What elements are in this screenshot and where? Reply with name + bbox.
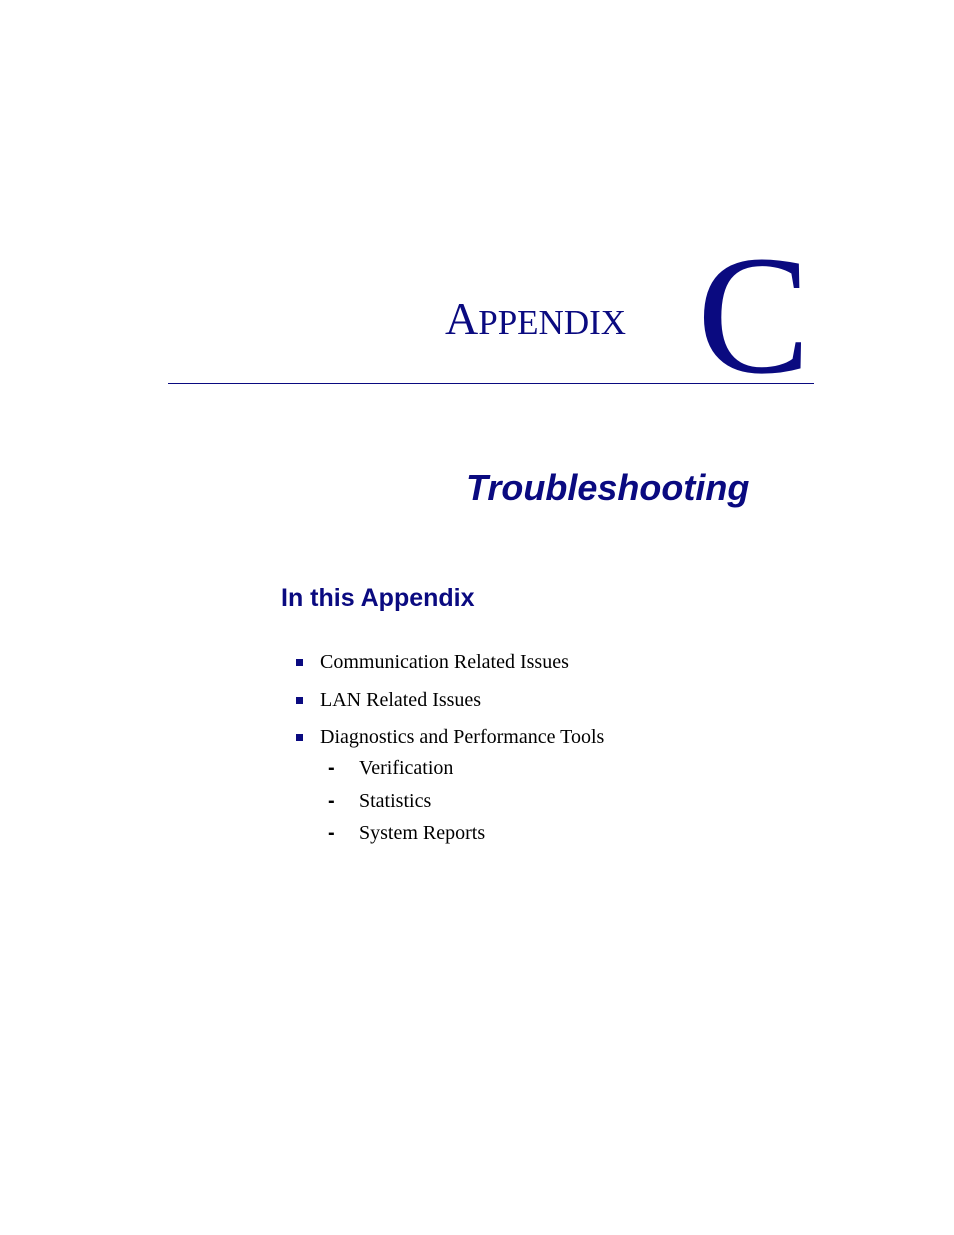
header-divider <box>168 383 814 384</box>
square-bullet-icon <box>296 697 303 704</box>
sub-list-item-label: Statistics <box>359 790 432 812</box>
square-bullet-icon <box>296 659 303 666</box>
sub-list-item-label: Verification <box>359 757 454 779</box>
list-item-label: Communication Related Issues <box>320 651 569 673</box>
list-item-label: LAN Related Issues <box>320 689 482 711</box>
appendix-label <box>445 293 627 346</box>
appendix-label-initial: A <box>445 293 479 344</box>
chapter-title: Troubleshooting <box>466 467 750 508</box>
section-heading: In this Appendix <box>281 584 475 612</box>
list-item-label: Diagnostics and Performance Tools <box>320 726 605 748</box>
sub-list-item-label: System Reports <box>359 822 486 844</box>
appendix-letter: C <box>697 221 811 409</box>
square-bullet-icon <box>296 734 303 741</box>
dash-marker: - <box>328 790 335 812</box>
dash-marker: - <box>328 757 335 779</box>
dash-marker: - <box>328 822 335 844</box>
appendix-label-rest: PPENDIX <box>478 303 627 342</box>
